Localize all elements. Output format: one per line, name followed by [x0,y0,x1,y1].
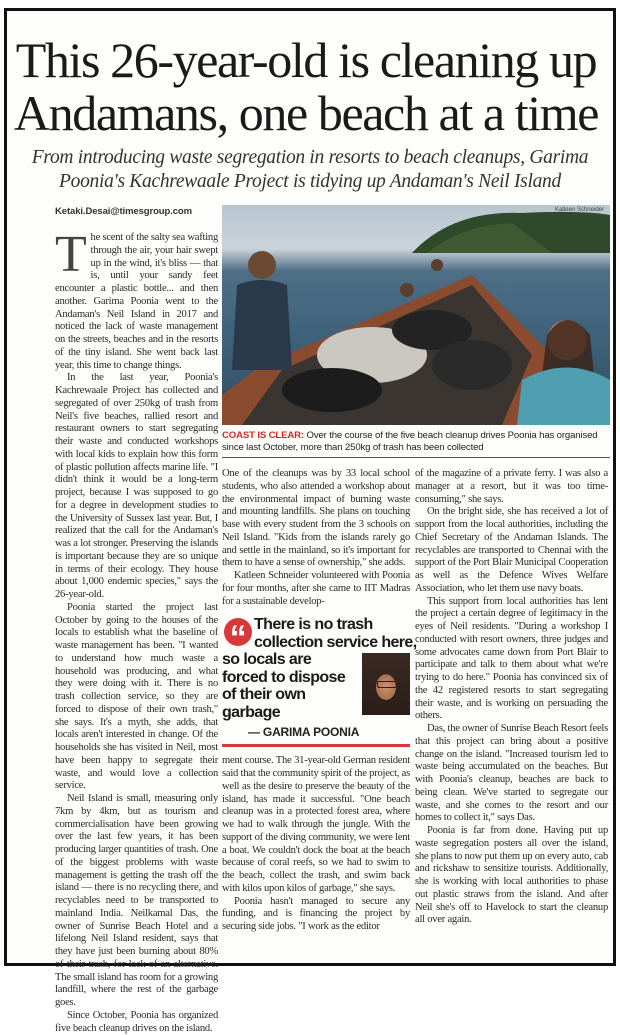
paragraph: Poonia is far from done. Having put up waste segregation posters all over the island, she plans to now put them up on every auto, cab and rickshaw to sensitize tourists. Additionally, she is working with local authorities to phase out plastic straws from the island. And after Neil she's off to Havelock to start the cleanup all over again. [415,825,608,926]
paragraph: of the magazine of a private ferry. I was also a manager at a resort, but it was too time-consuming," she says. [415,468,608,505]
drop-cap: T [55,226,87,283]
headline-line-2: Andamans, one beach at a time [13,85,599,141]
article-column-right [415,468,608,927]
beach-cleanup-photo [222,205,610,425]
paragraph: In the last year, Poonia's Kachrewaale Project has collected and segregated of over 250kg of trash from Neil's five beaches, rallied resort and restaurant owners to start segregating their waste and conducted workshops with local kids to explain how this form of plastic pollution affects marine life. "I didn't think it would be a long-term project, because I was supposed to go for a degree in development studies to the University of Sussex last year. But, I realized that the call for the Andaman's was a lot stronger. Preserving the islands is important because they are so unique in terms of their ecology. They house about 1,000 endemic species," says the 26-year-old. [55,372,218,600]
photo-credit: Katleen Schneider [554,207,604,213]
paragraph: On the bright side, she has received a lot of support from the local authorities, including the Chief Secretary of the Andaman Islands. The recyclables are transported to Chennai with the support of the Port Blair Municipal Cooperation as well as the Defence Wives Welfare Association, who let them use navy boats. [415,506,608,594]
caption-kicker: COAST IS CLEAR: [222,430,304,441]
photo-illustration [222,205,610,425]
byline: Ketaki.Desai@timesgroup.com [55,206,192,217]
photo-caption [222,430,610,458]
paragraph: Since October, Poonia has organized five beach cleanup drives on the island. [55,1009,218,1034]
pull-quote-rest: so locals are forced to dispose of their own garbage [222,651,346,721]
paragraph: This support from local authorities has lent the project a certain degree of legitimacy in the eyes of Neil residents. "During a workshop I conducted with resort owners, three judges and some advocates came down from Port Blair to participate and talk to them about what we're trying to do here." Poonia has convinced six of the 42 registered resorts to start segregating their waste, and is working on persuading the others. [415,595,608,722]
pull-quote [222,616,417,747]
paragraph: Poonia started the project last October by going to the houses of the locals to establish what the baseline of waste management has been. "I wanted to understand how much waste a household was producing, and what they were doing with it. There is no trash collection service, so they are forced to dispose of their own trash," she says. It's a myth, she adds, that locals aren't interested in change. Of the households she has visited in Neil, most have been happy to segregate their waste, and would love a collection service. [55,601,218,792]
deck-subheadline: From introducing waste segregation in resorts to beach cleanups, Garima Poonia's Kachrewaale Project is tidying up Andaman's Neil Island [31,147,589,192]
headshot-photo [362,653,410,715]
pull-quote-line-2: collection service here, [254,633,417,651]
headline [8,34,604,140]
paragraph: Poonia hasn't managed to secure any funding, and is financing the project by securing side jobs. "I work as the editor [222,895,410,932]
paragraph: Katleen Schneider volunteered with Poonia for four months, after she came to IIT Madras for a sustainable develop- [222,570,410,607]
pull-quote-attribution: — GARIMA POONIA [248,725,360,740]
paragraph: Neil Island is small, measuring only 7km by 4km, but as tourism and commercialisation have been growing over the last few years, it has been producing larger quantities of trash. One of the biggest problems with waste management is getting the trash off the island — there is no recycling there, and recyclables need to be transported to mainland India. Neilkamal Das, the owner of Sunrise Beach Hotel and a lifelong Neil Island resident, says that they have just been burning about 80% of their trash, for lack of an alternative. The small island has room for a growing landfill, where the rest of the garbage goes. [55,793,218,1008]
headline-line-1: This 26-year-old is cleaning up [15,32,597,88]
pull-quote-line-1: There is no trash [254,616,373,634]
article-column-middle [222,468,417,934]
quote-mark-icon: “ [224,618,252,646]
paragraph: The scent of the salty sea wafting through the air, your hair swept up in the wind, it's bliss — that is, until your sandy feet encounter a plastic bottle... and then another. Garima Poonia went to the Andaman's Neil Island in 2017 and noticed the lack of waste management on the streets, beaches and in the resorts of the tiny island. She went back last year, this time to change things. [55,226,218,371]
paragraph: Das, the owner of Sunrise Beach Resort feels that this project can bring about a positive change on the island. "Increased tourism led to waste being accumulated on the beaches. But with Poonia's cleanup, beaches are back to being clean. We've started to segregate our waste, and she comes to the resort and our homes to collect it," says Das. [415,723,608,824]
paragraph: ment course. The 31-year-old German resident said that the community spirit of the project, as well as the desire to preserve the beauty of the island, has made it successful. "One beach cleanup was in a protected forest area, where we had to walk through the jungle. With the support of the diving community, we were lent a boat. We couldn't dock the boat at the beach because of coral reefs, so we had to swim to the beach, collect the trash, and swim back with kilos upon kilos of garbage," she says. [222,755,410,894]
article-column-left [55,226,218,1035]
paragraph: One of the cleanups was by 33 local school students, who also attended a workshop about the environmental impact of burning waste and mounting landfills. She plans on touching base with every student from the 3 schools on Neil Island. "Kids from the islands rarely go and settle in the mainland, so it's important for them to have a sense of ownership," she adds. [222,468,410,569]
caption-text: Over the course of the five beach cleanup drives Poonia has organised since last October, more than 250kg of trash has been collected [222,430,598,453]
